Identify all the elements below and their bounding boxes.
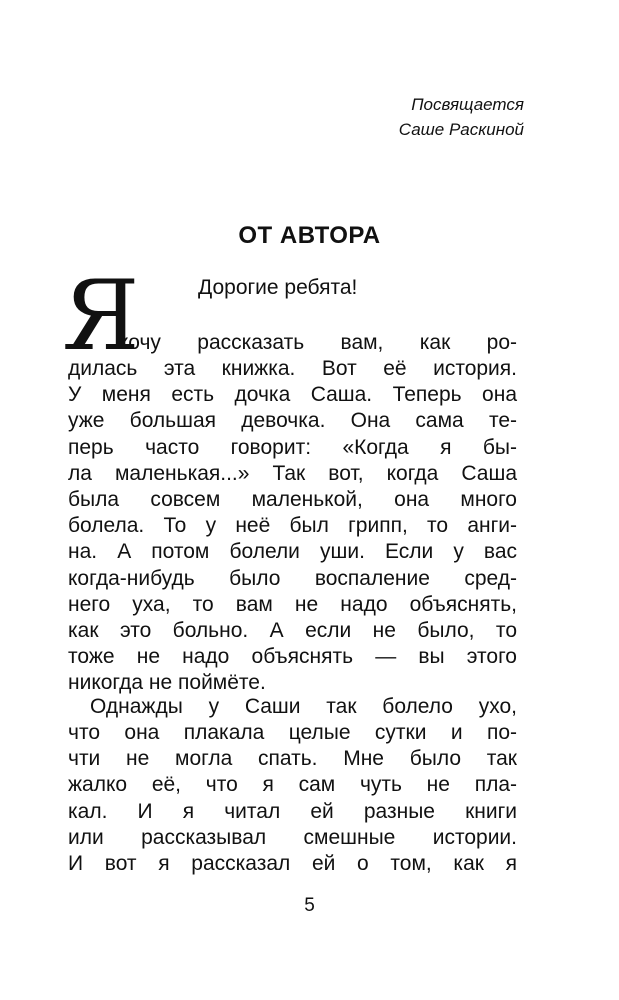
body-line: что она плакала целые сутки и по- bbox=[68, 721, 517, 744]
body-line: кал. И я читал ей разные книги bbox=[68, 799, 517, 823]
body-line: У меня есть дочка Саша. Теперь она bbox=[68, 383, 517, 407]
body-line: никогда не поймёте. bbox=[68, 671, 266, 695]
body-line: хочу рассказать вам, как ро- bbox=[118, 331, 517, 354]
body-line: когда-нибудь было воспаление сред- bbox=[68, 566, 517, 590]
body-line: уже большая девочка. Она сама те- bbox=[68, 409, 517, 433]
body-line: перь часто говорит: «Когда я бы- bbox=[68, 435, 517, 459]
dedication-line-1: Посвящается bbox=[411, 95, 524, 114]
greeting: Дорогие ребята! bbox=[198, 276, 358, 299]
chapter-title: ОТ АВТОРА bbox=[238, 222, 381, 249]
body-line: жалко её, что я сам чуть не пла- bbox=[68, 773, 517, 797]
body-line: болела. То у неё был грипп, то анги- bbox=[68, 514, 517, 538]
page-number: 5 bbox=[304, 895, 315, 916]
body-line: дилась эта книжка. Вот её история. bbox=[68, 357, 517, 380]
body-line: на. А потом болели уши. Если у вас bbox=[68, 540, 517, 564]
body-line: него уха, то вам не надо объяснять, bbox=[68, 592, 517, 616]
body-line: Однажды у Саши так болело ухо, bbox=[90, 695, 517, 718]
body-line: ла маленькая...» Так вот, когда Саша bbox=[68, 461, 517, 485]
body-line: тоже не надо объяснять — вы этого bbox=[68, 645, 517, 669]
body-line: или рассказывал смешные истории. bbox=[68, 825, 517, 849]
body-line: И вот я рассказал ей о том, как я bbox=[68, 852, 517, 875]
body-line: как это больно. А если не было, то bbox=[68, 619, 517, 642]
dedication-line-2: Саше Раскиной bbox=[398, 120, 524, 139]
body-line: чти не могла спать. Мне было так bbox=[68, 747, 517, 771]
dedication bbox=[399, 92, 524, 142]
drop-cap: Я bbox=[62, 260, 140, 372]
body-line: была совсем маленькой, она много bbox=[68, 488, 517, 511]
